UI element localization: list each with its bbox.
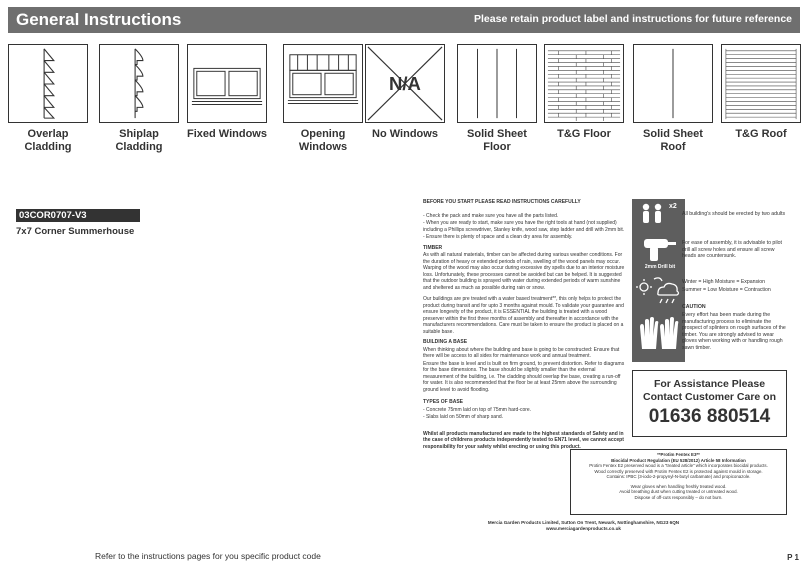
cell-fixed-windows: [187, 44, 267, 141]
types-item: - Slabs laid on 50mm of sharp sand.: [423, 414, 504, 420]
no-window-icon: [365, 44, 445, 123]
cell-no-windows: [365, 44, 445, 141]
winter-note: Winter = High Moisture = Expansion: [682, 279, 766, 285]
tg-roof-icon: [721, 44, 801, 123]
protim-line: Avoid breathing dust when cutting treated or untreated wood.: [619, 489, 738, 494]
company-website: www.merciagardenproducts.co.uk: [546, 526, 621, 531]
types-heading: TYPES OF BASE: [423, 399, 464, 405]
tg-floor-icon: [544, 44, 624, 123]
opening-window-icon: [283, 44, 363, 123]
cell-solid-sheet-roof: [633, 44, 713, 154]
instructions-column: [423, 199, 625, 450]
drill-icon: [644, 239, 676, 261]
base-heading: BUILDING A BASE: [423, 339, 468, 345]
overlap-cladding-icon: [8, 44, 88, 123]
cell-label: T&G Roof: [735, 128, 787, 140]
cell-label: Solid Sheet Floor: [467, 128, 527, 153]
cell-label: Opening Windows: [298, 128, 348, 153]
cell-label: Solid Sheet Roof: [643, 128, 703, 153]
cell-tg-roof: [721, 44, 801, 141]
fixed-window-icon: [187, 44, 267, 123]
assembly-note: For ease of assembly, it is advisable to pilot drill all screw holes and ensure all screw heads are countersunk.: [682, 240, 782, 260]
cell-label: T&G Floor: [557, 128, 611, 140]
header-note: Please retain product label and instructions for future reference: [474, 13, 792, 25]
instructions-heading: BEFORE YOU START PLEASE READ INSTRUCTIONS CAREFULLY: [423, 199, 581, 205]
start-item: - Check the pack and make sure you have all the parts listed.: [423, 212, 559, 219]
timber-text: As with all natural materials, timber can be affected during various weather conditions. For the duration of heavy or extended periods of rain, swelling of the wood panels may occur. Warping of the wood may also occur during excessive dry spells due to an interior moisture loss. Unfortunately, these processes cannot be avoided but can be helped. It is suggested that the outdoor building is sprayed with water during extended periods of warm sunshine and sheltered as much as possible during rain or snow.: [423, 252, 625, 291]
cell-overlap-cladding: [8, 44, 88, 154]
assistance-line2: Contact Customer Care on: [642, 391, 777, 403]
two-adults-note: All building's should be erected by two adults: [682, 211, 786, 217]
cell-label: Overlap Cladding: [24, 128, 72, 153]
phone-number: 01636 880514: [648, 406, 771, 427]
cell-opening-windows: [283, 44, 363, 154]
people-count: x2: [669, 203, 677, 210]
protim-line: Contains: IPBC (3-iodo-2-propynyl-N-butyl carbamate) and propiconazole.: [606, 474, 751, 479]
shiplap-cladding-icon: [99, 44, 179, 123]
page-number: P 1: [787, 553, 799, 562]
company-info: [487, 520, 680, 532]
not-applicable-mark: N/A: [389, 72, 421, 94]
timber-heading: TIMBER: [423, 244, 443, 251]
icon-panel: [632, 199, 685, 362]
solid-sheet-floor-icon: [457, 44, 537, 123]
assistance-box: [632, 370, 787, 437]
gloves-icon: [640, 317, 678, 349]
protim-line: Dispose of off-cuts responsibly – do not burn.: [634, 494, 723, 500]
cell-shiplap-cladding: [99, 44, 179, 154]
weather-icon: [636, 278, 679, 303]
cell-label: Fixed Windows: [187, 128, 267, 140]
cell-label: No Windows: [372, 128, 438, 140]
page-title: General Instructions: [16, 10, 182, 29]
caution-text: Every effort has been made during the manufacturing process to eliminate the prospect of splinters on rough surfaces of the timber. You are strongly advised to wear gloves when working with or handling rough sawn timber.: [682, 312, 786, 351]
protim-line: Wear gloves when handling freshly treated wood.: [630, 483, 727, 489]
product-code: 03COR0707-V3: [16, 209, 140, 222]
base-text: When thinking about where the building and base is going to be constructed: Ensure that there will be access to all sides for maintenance work and annual treatment.: [423, 346, 620, 359]
protim-regulation: Biocidal Product Regulation (EU 528/2012) Article 58 Information: [611, 457, 746, 463]
assistance-line1: For Assistance Please: [653, 378, 766, 390]
protim-box: [570, 449, 787, 515]
protim-line: Wood correctly preserved with Protim Fentex E2 is protected against mould in storage.: [594, 468, 763, 474]
solid-sheet-roof-icon: [633, 44, 713, 123]
base-text: Ensure the base is level and is built on firm ground, to prevent distortion. Refer to diagrams for the base dimensions. The base should be slightly smaller than the external measurement of the building, i.e. The cladding should overlap the base, creating a run-off for water. It is also recommended that the floor be at least 25mm above the surrounding ground level to avoid flooding.: [423, 360, 625, 393]
protim-title: **Protim Fentex E3**: [657, 452, 700, 457]
protim-line: Protim Fentex E2 preserved wood is a "treated article" which incorporates biocidal products.: [589, 463, 768, 468]
disclaimer: Whilst all products manufactured are made to the highest standards of Safety and in the case of childrens products independently tested to EN71 level, we cannot accept responsibility for your safety whilst erecting or using this product.: [423, 430, 624, 450]
summer-note: Summer = Low Moisture = Contraction: [682, 287, 771, 293]
treatment-text: Our buildings are pre treated with a water based treatment**, this only helps to protect the product during transit and for upto 3 months against mould. To validate your guarantee and ensure longevity of the product, it is ESSENTIAL the building is treated with a wood preserver within the first three months of assembly and thereafter in accordance with the manufacturers recommendations. Care must be taken to ensure the product is placed on a suitable base.: [423, 296, 624, 335]
caution-heading: CAUTION: [682, 304, 706, 310]
drill-label: 2mm Drill bit: [644, 264, 676, 270]
cell-tg-floor: [544, 44, 624, 141]
cell-solid-sheet-floor: [457, 44, 537, 154]
company-address: Mercia Garden Products Limited, Sutton On Trent, Newark, Nottinghamshire, NG23 6QN: [487, 520, 680, 525]
cell-label: Shiplap Cladding: [115, 128, 163, 153]
types-item: - Concrete 75mm laid on top of 75mm hard-core.: [423, 406, 532, 413]
product-name: 7x7 Corner Summerhouse: [16, 226, 135, 237]
footer-note: Refer to the instructions pages for you specific product code: [95, 551, 321, 561]
start-item: - When you are ready to start, make sure you have the right tools at hand (not supplied) including a Phillips screwdriver, Stanley knife, wood saw, step ladder and drill with 2mm bit.: [423, 220, 625, 233]
two-people-icon: [643, 204, 661, 223]
header-bar: [8, 7, 800, 33]
feature-cells: [8, 44, 800, 157]
start-item: - Ensure there is plenty of space and a clean dry area for assembly.: [423, 234, 573, 240]
